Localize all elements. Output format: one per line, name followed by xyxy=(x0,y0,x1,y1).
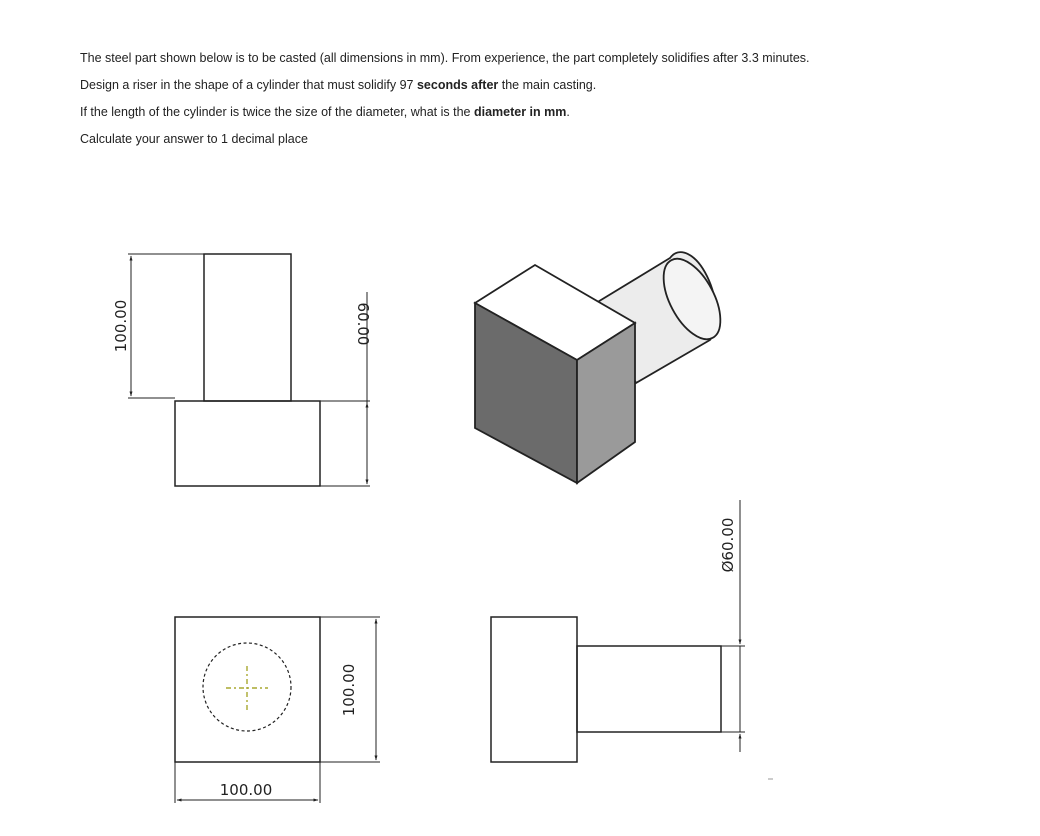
front-total-height-label: 100.00 xyxy=(112,299,130,353)
top-square xyxy=(175,617,320,762)
side-view xyxy=(491,500,745,762)
line2-bold-text: seconds after xyxy=(416,78,499,92)
top-depth-label: 100.00 xyxy=(340,663,358,717)
front-stem xyxy=(204,254,291,401)
line2-end-text: the main casting. xyxy=(498,78,597,92)
front-block xyxy=(175,401,320,486)
front-block-height-label: 60.00 xyxy=(354,302,372,346)
line4-text: Calculate your answer to 1 decimal place xyxy=(80,132,308,146)
side-block xyxy=(491,617,577,762)
isometric-view xyxy=(475,250,732,483)
line3-end-text: . xyxy=(566,105,570,119)
side-cylinder xyxy=(577,646,721,732)
top-width-label: 100.00 xyxy=(219,781,273,799)
line3-bold-text: diameter in mm xyxy=(473,105,567,119)
line2-text: Design a riser in the shape of a cylinder that must solidify 97 xyxy=(80,78,417,92)
side-diameter-label: Ø60.00 xyxy=(719,517,737,573)
front-view xyxy=(128,254,370,486)
line1-text: The steel part shown below is to be casted (all dimensions in mm). From experience, the part completely solidifies after 3.3 minutes. xyxy=(80,51,810,65)
line3-text: If the length of the cylinder is twice the size of the diameter, what is the xyxy=(80,105,474,119)
